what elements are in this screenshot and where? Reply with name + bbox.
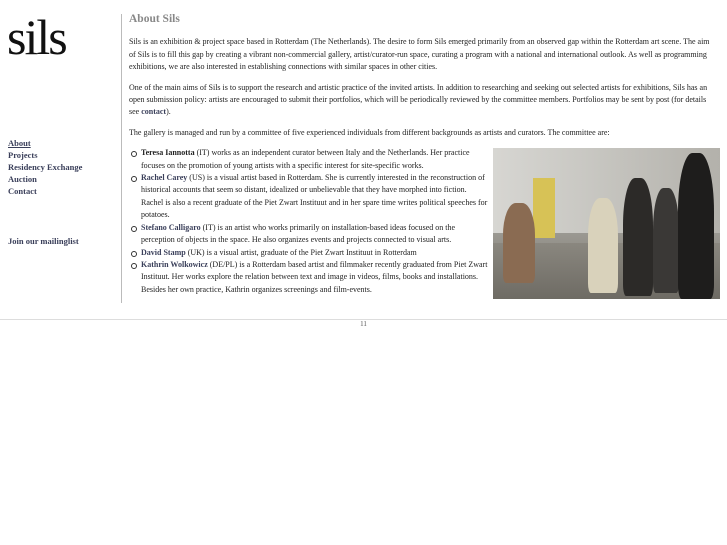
main-content: [129, 13, 717, 296]
aims-text-end: ).: [166, 107, 171, 117]
member-bio: (UK) is a visual artist, graduate of the Piet Zwart Instituut in Rotterdam: [185, 247, 417, 257]
committee-list: [129, 147, 489, 296]
list-item: [141, 259, 489, 296]
vertical-divider: [121, 14, 122, 303]
nav-contact[interactable]: Contact: [8, 186, 37, 196]
member-name: Teresa Iannotta: [141, 148, 195, 158]
intro-paragraph: Sils is an exhibition & project space based in Rotterdam (The Netherlands). The desire to form Sils emerged primarily from an observed gap within the Rotterdam art scene. The aim of Sils is to fill this gap by creating a vibrant non-commercial gallery, artist/curator-run space, curating a program with a national and international outlook. As well as programming exhibitions, we are also interested in establishing connections with similar spaces in other cities.: [129, 37, 710, 72]
photo-person: [588, 198, 618, 293]
committee-paragraph: The gallery is managed and run by a committee of five experienced individuals from different backgrounds as artists and curators. The committee are:: [129, 127, 610, 137]
member-bio: (DE/PL) is a Rotterdam based artist and filmmaker recently graduated from Piet Zwart Instituut. Her works explore the relation between text and image in videos, films, books and installations. Besides her own practice, Kathrin organizes screenings and film-events.: [141, 259, 488, 294]
member-bio: (IT) works as an independent curator between Italy and the Netherlands. Her practice focuses on the promotion of young artists with a specific interest for site-specific works.: [141, 148, 470, 170]
photo-person: [678, 153, 714, 299]
nav-auction[interactable]: Auction: [8, 174, 37, 184]
aims-paragraph: [129, 82, 717, 119]
committee-photo: [493, 148, 720, 299]
committee-section: [129, 147, 717, 296]
member-bio: (IT) is an artist who works primarily on installation-based ideas focused on the perception of objects in the space. He also organizes events and projects connected to visual arts.: [141, 222, 456, 245]
member-name: Kathrin Wolkowicz: [141, 259, 208, 269]
photo-person: [503, 203, 535, 283]
list-item: [141, 222, 489, 247]
member-name: Stefano Calligaro: [141, 222, 201, 232]
photo-person: [623, 178, 653, 296]
mailinglist-link[interactable]: Join our mailinglist: [8, 236, 79, 246]
photo-person: [653, 188, 679, 293]
nav-residency-exchange[interactable]: Residency Exchange: [8, 162, 83, 172]
nav-projects[interactable]: Projects: [8, 150, 38, 160]
list-item: [141, 147, 489, 172]
list-item: [141, 172, 489, 222]
photo-yellow-door: [533, 178, 555, 238]
footer-text: 11: [360, 320, 367, 328]
member-name: David Stamp: [141, 247, 186, 257]
list-item: [141, 247, 489, 259]
main-nav: [8, 137, 118, 247]
contact-link[interactable]: contact: [141, 107, 167, 117]
page-title: About Sils: [129, 13, 180, 25]
site-logo[interactable]: sils: [7, 9, 66, 65]
aims-text: One of the main aims of Sils is to support the research and artistic practice of the invited artists. In addition to researching and seeking out selected artists for exhibitions, Sils has an open submission policy: artists are encouraged to submit their portfolios, which will be periodically reviewed by the committee members. Portfolios may be sent by post (for details see: [129, 82, 708, 117]
member-bio: (US) is a visual artist based in Rotterdam. She is currently interested in the reconstruction of historical accounts that seem so distant, idealized or unbelievable that they have morphed into fiction. Rachel is also a recent graduate of the Piet Zwart Instituut and in her spare time writes political speeches for potatoes.: [141, 173, 488, 220]
member-name: Rachel Carey: [141, 173, 188, 183]
nav-about[interactable]: About: [8, 138, 31, 148]
